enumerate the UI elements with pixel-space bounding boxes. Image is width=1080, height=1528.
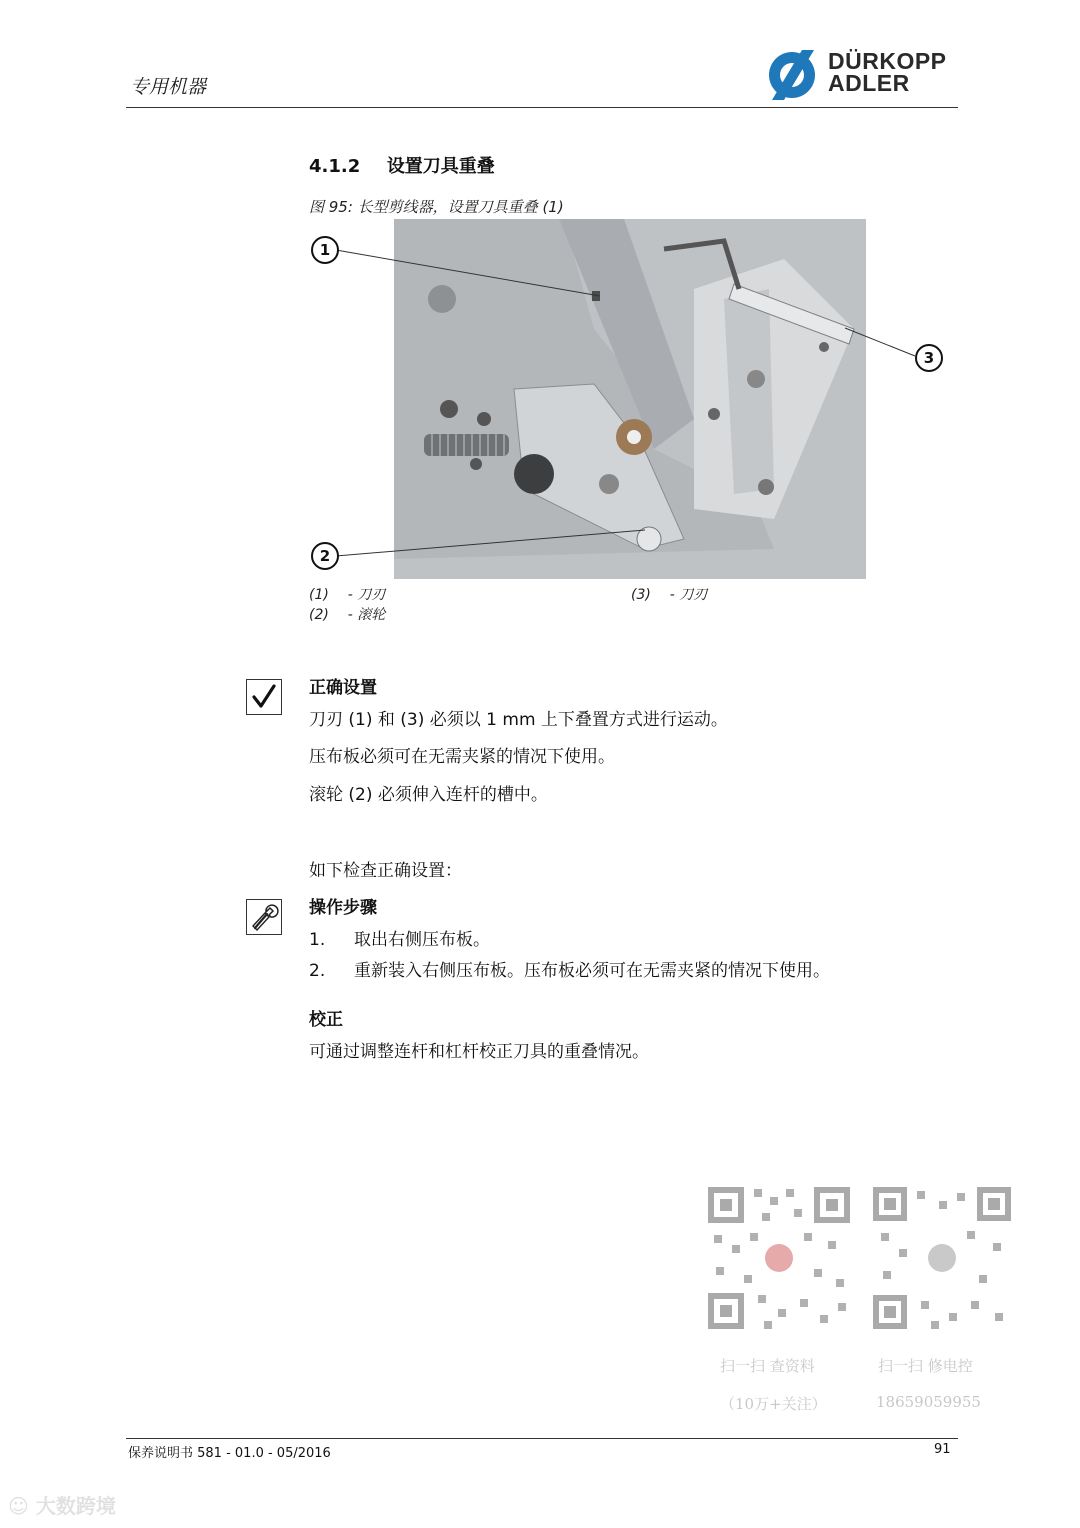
checkmark-icon (246, 679, 282, 715)
legend-item-1 (309, 584, 385, 604)
correct-setting-heading: 正确设置 (309, 678, 377, 698)
qr-right-caption-2: 18659059955 (876, 1393, 981, 1411)
header-divider (126, 107, 958, 108)
legend-text: - 刀刃 (347, 587, 386, 603)
legend-item-3 (631, 584, 707, 604)
footer-document-id: 保养说明书 581 - 01.0 - 05/2016 (128, 1446, 331, 1461)
figure-caption: 图 95: 长型剪线器，设置刀具重叠 (1) (309, 198, 564, 216)
legend-num: (1) (309, 587, 329, 603)
legend-num: (3) (631, 587, 651, 603)
wrench-icon (246, 899, 282, 935)
watermark (8, 1490, 116, 1519)
correct-setting-line-3: 滚轮 (2) 必须伸入连杆的槽中。 (309, 785, 548, 805)
watermark-text: 大数跨境 (35, 1494, 116, 1518)
callout-leaders (300, 230, 940, 590)
procedure-heading: 操作步骤 (309, 898, 377, 918)
callout-2: 2 (311, 542, 339, 570)
footer-divider (126, 1438, 958, 1439)
qr-left-caption-2: （10万+关注） (720, 1395, 827, 1413)
callout-1: 1 (311, 236, 339, 264)
qr-code-left (704, 1183, 854, 1333)
legend-item-2 (309, 604, 385, 624)
brand-logo (762, 48, 962, 102)
brand-name-line1: DÜRKOPP (828, 48, 947, 74)
logo-mark-icon (762, 48, 824, 102)
procedure-step-2 (309, 956, 830, 981)
section-title: 设置刀具重叠 (386, 156, 495, 177)
section-heading (309, 152, 495, 178)
correction-text: 可通过调整连杆和杠杆校正刀具的重叠情况。 (309, 1042, 649, 1062)
page-number: 91 (934, 1442, 951, 1457)
qr-left-caption-1: 扫一扫 查资料 (720, 1357, 815, 1375)
brand-name-line2: ADLER (828, 70, 910, 96)
callout-3: 3 (915, 344, 943, 372)
step-number: 1. (309, 930, 326, 950)
qr-right-caption-1: 扫一扫 修电控 (878, 1357, 973, 1375)
step-text: 重新装入右侧压布板。压布板必须可在无需夹紧的情况下使用。 (354, 961, 831, 981)
check-intro: 如下检查正确设置： (309, 861, 462, 881)
correct-setting-line-2: 压布板必须可在无需夹紧的情况下使用。 (309, 747, 615, 767)
legend-text: - 滚轮 (347, 607, 386, 623)
procedure-step-1 (309, 925, 490, 950)
legend-num: (2) (309, 607, 329, 623)
legend-text: - 刀刃 (669, 587, 708, 603)
qr-code-right (869, 1183, 1015, 1333)
correction-heading: 校正 (309, 1010, 343, 1030)
watermark-logo-icon: ☺ (8, 1494, 29, 1518)
step-number: 2. (309, 961, 326, 981)
step-text: 取出右侧压布板。 (354, 930, 491, 950)
header-title: 专用机器 (130, 76, 207, 98)
correct-setting-line-1: 刀刃 (1) 和 (3) 必须以 1 mm 上下叠置方式进行运动。 (309, 710, 728, 730)
section-number: 4.1.2 (309, 156, 361, 177)
